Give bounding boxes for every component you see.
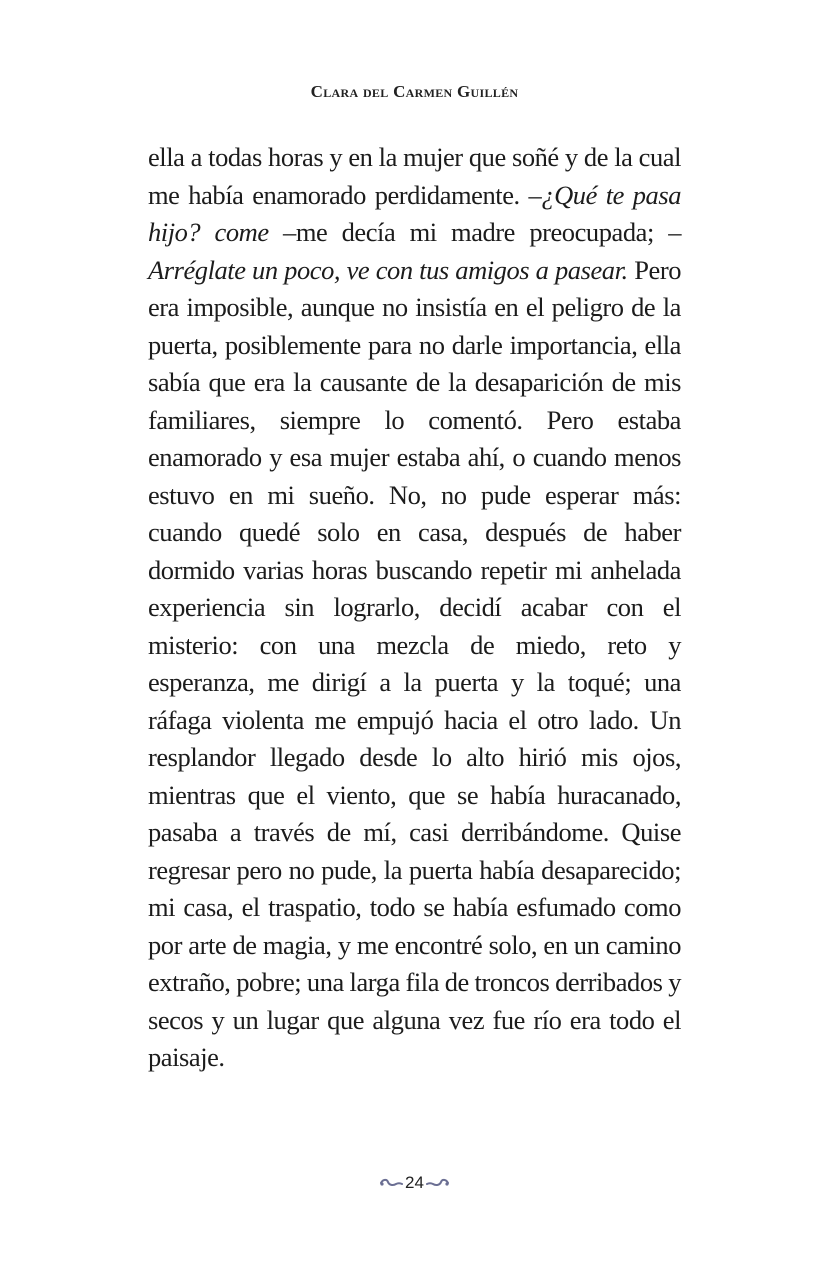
scroll-flourish-icon	[379, 1177, 403, 1189]
text-segment: –me decía mi madre preocupada; –	[268, 217, 681, 247]
page-number: 24	[405, 1173, 424, 1192]
italic-dialogue: ¿Qué te pasa hijo? come	[148, 179, 681, 247]
text-segment: ella a todas horas y en la mujer que soñé y de la cual me había enamorado perdidamente. –	[148, 142, 681, 210]
scroll-flourish-icon	[426, 1177, 450, 1189]
page-footer	[0, 1173, 829, 1193]
text-segment: Pero era imposible, aunque no insistía en el peligro de la puerta, posiblemente para no darle importancia, ella sabía que era la causante de la desaparición de mis familiares, siempre lo comentó. Pero estaba enamorado y esa mujer estaba ahí, o cuando menos estuvo en mi sueño. No, no pude esperar más: cuando quedé solo en casa, después de haber dormido varias horas buscando repetir mi anhelada experiencia sin lograrlo, decidí acabar con el misterio: con una mezcla de miedo, reto y esperanza, me dirigí a la puerta y la toqué; una ráfaga violenta me empujó hacia el otro lado. Un resplandor llegado desde lo alto hirió mis ojos, mientras que el viento, que se había huracanado, pasaba a través de mí, casi derribándome. Quise regresar pero no pude, la puerta había desaparecido; mi casa, el traspatio, todo se había esfumado como por arte de magia, y me encontré solo, en un camino extraño, pobre; una larga fila de troncos derribados y secos y un lugar que alguna vez fue río era todo el paisaje.	[148, 254, 681, 1072]
running-head-title: Clara del Carmen Guillén	[310, 82, 519, 101]
body-text	[148, 139, 681, 1077]
paragraph	[148, 139, 681, 1077]
italic-dialogue: Arréglate un poco, ve con tus amigos a pasear.	[148, 254, 628, 285]
